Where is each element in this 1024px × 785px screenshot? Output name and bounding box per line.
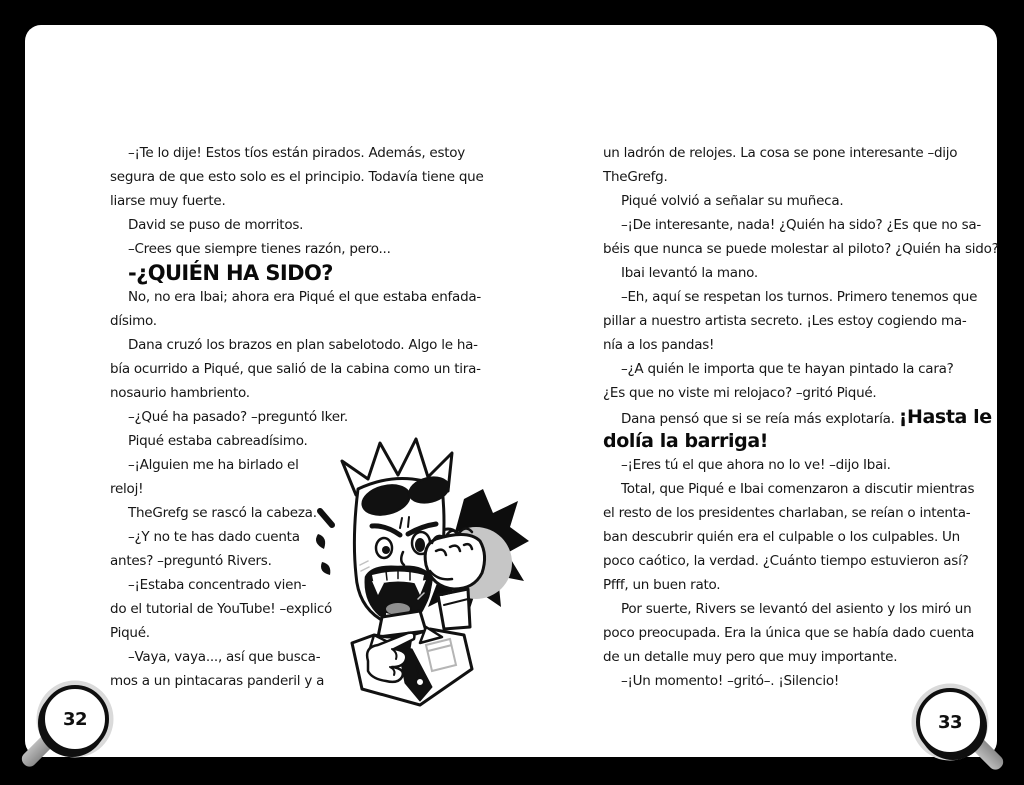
book-spread (25, 25, 997, 757)
magnifier-lens (916, 688, 984, 756)
text-line: nosaurio hambriento. (110, 385, 250, 401)
page-number-right: 33 (937, 711, 963, 733)
text-line: –¡De interesante, nada! ¿Quién ha sido? ¿Es que no sa- (621, 217, 982, 233)
text-line: antes? –preguntó Rivers. (110, 553, 272, 569)
text-line: liarse muy fuerte. (110, 193, 226, 209)
text-line: dolía la barriga! (603, 430, 769, 452)
text-line: Ibai levantó la mano. (621, 265, 758, 281)
text-segment: ¡Hasta le (898, 406, 992, 428)
text-line: –¡Estaba concentrado vien- (128, 577, 307, 593)
text-line: bía ocurrido a Piqué, que salió de la cabina como un tira- (110, 361, 481, 377)
text-line: Dana cruzó los brazos en plan sabelotodo. Algo le ha- (128, 337, 478, 353)
text-line: ¿Es que no viste mi relojaco? –gritó Piqué. (603, 385, 877, 401)
text-line: Piqué. (110, 625, 150, 641)
text-line: el resto de los presidentes charlaban, se reían o intenta- (603, 505, 971, 521)
text-line: –¿Qué ha pasado? –preguntó Iker. (128, 409, 348, 425)
text-line: segura de que esto solo es el principio. Todavía tiene que (110, 169, 484, 185)
text-line: Por suerte, Rivers se levantó del asiento y los miró un (621, 601, 972, 617)
text-line: nía a los pandas! (603, 337, 715, 353)
text-line: poco preocupada. Era la única que se había dado cuenta (603, 625, 975, 641)
text-line: –¿Y no te has dado cuenta (128, 529, 300, 545)
text-line: –¡Eres tú el que ahora no lo ve! –dijo Ibai. (621, 457, 891, 473)
text-line: –¡Un momento! –gritó–. ¡Silencio! (621, 673, 840, 689)
magnifier-lens (41, 685, 109, 753)
text-line: ban descubrir quién era el culpable o los culpables. Un (603, 529, 960, 545)
angry-character-illustration (308, 437, 530, 709)
text-line: mos a un pintacaras panderil y a (110, 673, 325, 689)
text-line (603, 405, 1003, 429)
text-line: –Vaya, vaya..., así que busca- (128, 649, 321, 665)
text-line: pillar a nuestro artista secreto. ¡Les estoy cogiendo ma- (603, 313, 967, 329)
text-line: poco caótico, la verdad. ¿Cuánto tiempo estuvieron así? (603, 553, 969, 569)
text-line: do el tutorial de YouTube! –explicó (110, 601, 333, 617)
text-line: reloj! (110, 481, 144, 497)
page-number-magnifier-right (916, 688, 984, 756)
text-line: –¿A quién le importa que te hayan pintado la cara? (621, 361, 954, 377)
page-number-magnifier-left (41, 685, 109, 753)
text-line: Piqué volvió a señalar su muñeca. (621, 193, 844, 209)
text-line: –¡Alguien me ha birlado el (128, 457, 299, 473)
text-line: Pfff, un buen rato. (603, 577, 721, 593)
text-line: –¡Te lo dije! Estos tíos están pirados. Además, estoy (128, 145, 466, 161)
text-line: Total, que Piqué e Ibai comenzaron a discutir mientras (621, 481, 975, 497)
text-line: –Crees que siempre tienes razón, pero... (128, 241, 391, 257)
text-line: béis que nunca se puede molestar al piloto? ¿Quién ha sido? (603, 241, 999, 257)
text-line: David se puso de morritos. (128, 217, 304, 233)
text-line: –Eh, aquí se respetan los turnos. Primero tenemos que (621, 289, 978, 305)
text-line: Piqué estaba cabreadísimo. (128, 433, 308, 449)
text-line: de un detalle muy pero que muy importante. (603, 649, 898, 665)
text-line: -¿QUIÉN HA SIDO? (128, 261, 333, 285)
page-number-left: 32 (62, 708, 88, 730)
anger-marks-icon (316, 511, 332, 575)
text-line: un ladrón de relojes. La cosa se pone interesante –dijo (603, 145, 958, 161)
clenched-fist (425, 529, 484, 630)
text-line: No, no era Ibai; ahora era Piqué el que estaba enfada- (128, 289, 482, 305)
page-33-text-column (603, 141, 1003, 693)
text-segment: Dana pensó que si se reía más explotaría. (621, 411, 899, 427)
text-line: TheGrefg se rascó la cabeza. (128, 505, 317, 521)
text-line: dísimo. (110, 313, 157, 329)
text-line: TheGrefg. (603, 169, 668, 185)
